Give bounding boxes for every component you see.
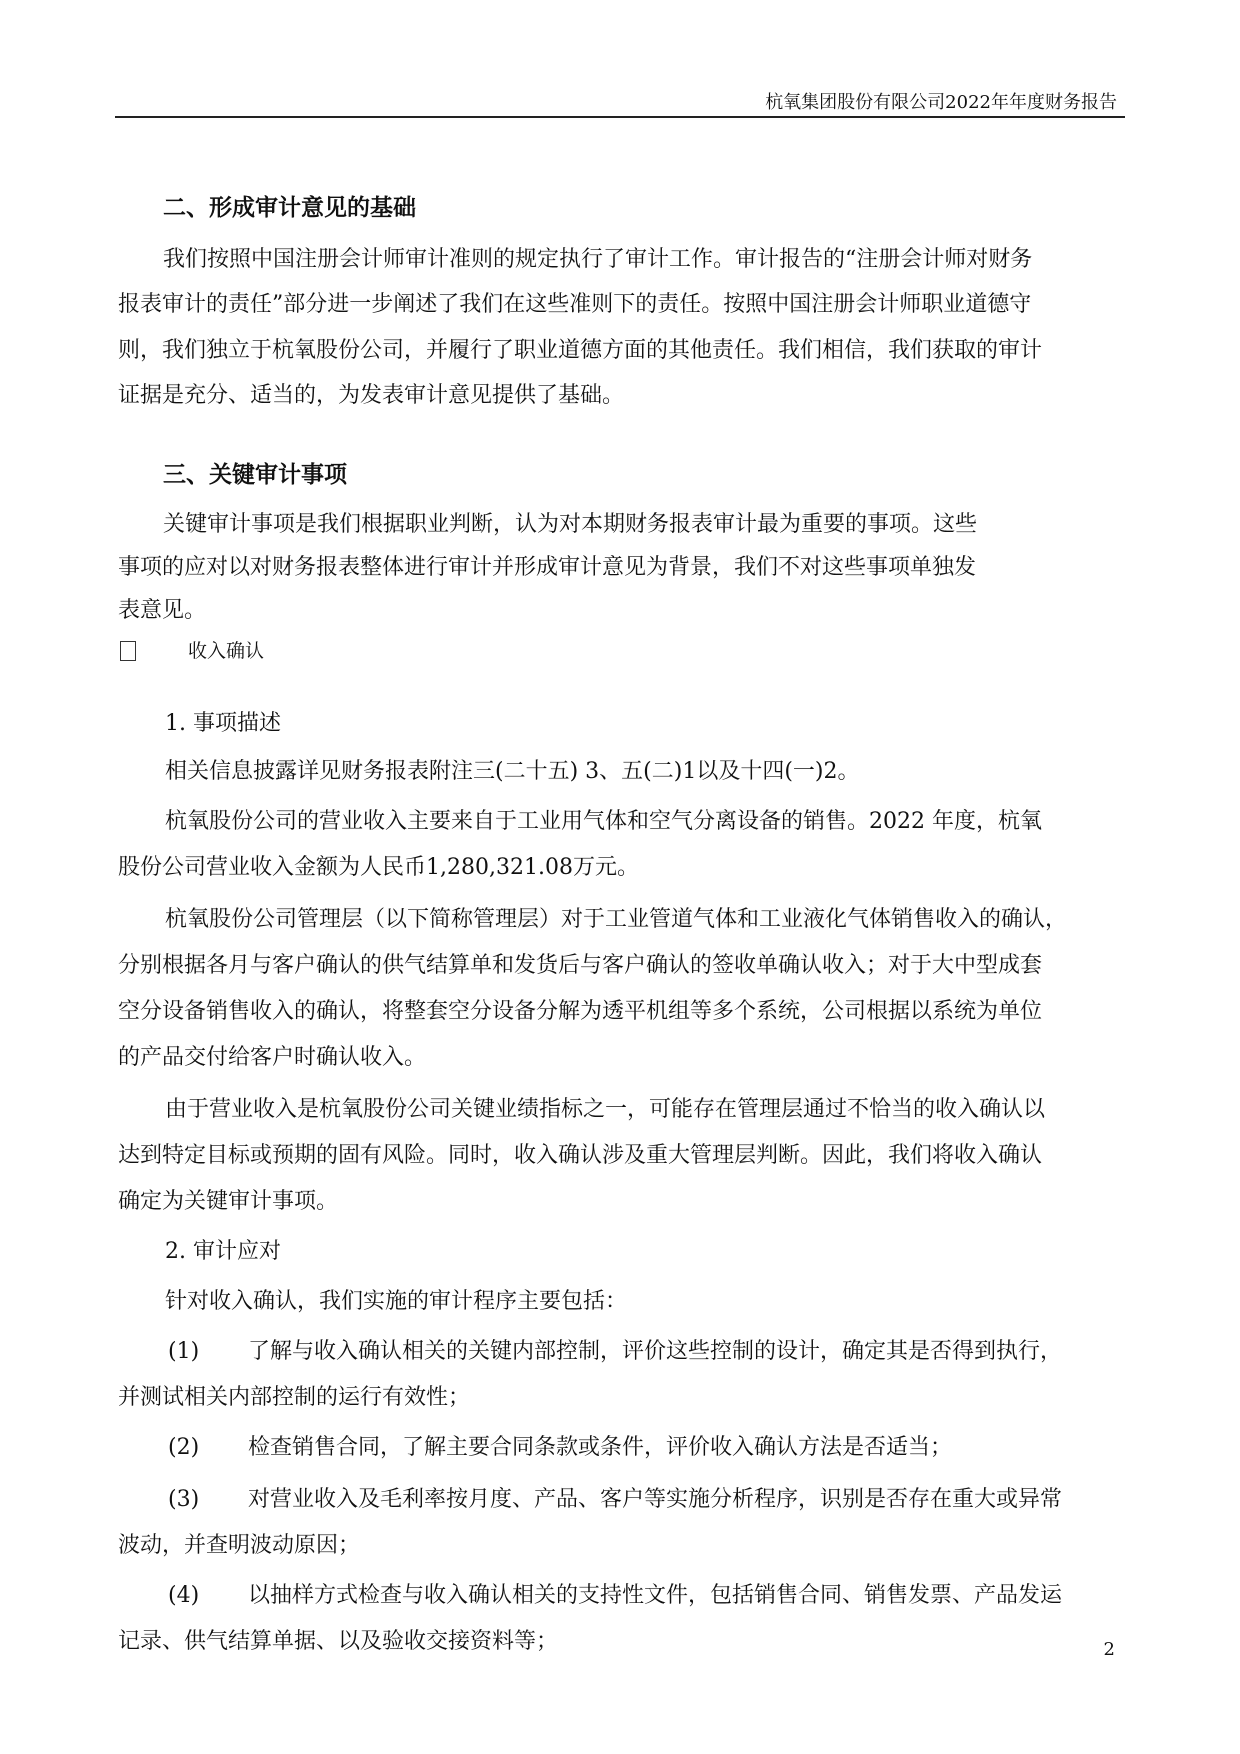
report-title: 杭氧集团股份有限公司2022年年度财务报告 xyxy=(765,92,1117,113)
paragraph-line: 我们按照中国注册会计师审计准则的规定执行了审计工作。审计报告的“注册会计师对财务 xyxy=(163,247,1033,272)
procedure-text: 以抽样方式检查与收入确认相关的支持性文件，包括销售合同、销售发票、产品发运 xyxy=(248,1583,1063,1608)
paragraph-line: 股份公司营业收入金额为人民币1,280,321.08万元。 xyxy=(118,855,639,880)
bullet-box-icon xyxy=(120,641,136,661)
procedure-number: (2) xyxy=(168,1435,200,1460)
paragraph-line: 杭氧股份公司管理层（以下简称管理层）对于工业管道气体和工业液化气体销售收入的确认， xyxy=(165,907,1068,932)
procedure-item xyxy=(168,1485,1062,1515)
paragraph-line: 证据是充分、适当的，为发表审计意见提供了基础。 xyxy=(118,383,625,408)
paragraph-line: 关键审计事项是我们根据职业判断，认为对本期财务报表审计最为重要的事项。这些 xyxy=(163,512,978,537)
page-number: 2 xyxy=(1103,1639,1115,1660)
paragraph-line: 的产品交付给客户时确认收入。 xyxy=(118,1045,427,1070)
procedure-number: (4) xyxy=(168,1583,200,1608)
section-heading-basis: 二、形成审计意见的基础 xyxy=(163,195,416,221)
paragraph-line: 达到特定目标或预期的固有风险。同时，收入确认涉及重大管理层判断。因此，我们将收入确认 xyxy=(118,1143,1043,1168)
response-intro: 针对收入确认，我们实施的审计程序主要包括： xyxy=(165,1289,628,1314)
paragraph-line: 表意见。 xyxy=(118,598,207,623)
procedure-item xyxy=(168,1433,952,1463)
page-header xyxy=(115,88,1125,118)
paragraph-line: 杭氧股份公司的营业收入主要来自于工业用气体和空气分离设备的销售。2022 年度，杭氧 xyxy=(165,809,1042,834)
paragraph-line: 分别根据各月与客户确认的供气结算单和发货后与客户确认的签收单确认收入；对于大中型成套 xyxy=(118,953,1043,978)
paragraph-line: 则，我们独立于杭氧股份公司，并履行了职业道德方面的其他责任。我们相信，我们获取的审计 xyxy=(118,338,1043,363)
procedure-number: (3) xyxy=(168,1487,200,1512)
procedure-text: 检查销售合同，了解主要合同条款或条件，评价收入确认方法是否适当； xyxy=(248,1435,953,1460)
section-heading-key-matters: 三、关键审计事项 xyxy=(163,462,347,488)
subheading-description: 1. 事项描述 xyxy=(165,711,281,736)
procedure-continuation: 并测试相关内部控制的运行有效性； xyxy=(118,1385,471,1410)
procedure-continuation: 波动，并查明波动原因； xyxy=(118,1533,361,1558)
procedure-item xyxy=(168,1337,1062,1367)
procedure-item xyxy=(168,1581,1062,1611)
procedure-text: 对营业收入及毛利率按月度、产品、客户等实施分析程序，识别是否存在重大或异常 xyxy=(248,1487,1063,1512)
paragraph-line: 报表审计的责任”部分进一步阐述了我们在这些准则下的责任。按照中国注册会计师职业道德守 xyxy=(118,292,1032,317)
procedure-continuation: 记录、供气结算单据、以及验收交接资料等； xyxy=(118,1629,559,1654)
paragraph-line: 由于营业收入是杭氧股份公司关键业绩指标之一，可能存在管理层通过不恰当的收入确认以 xyxy=(165,1097,1046,1122)
procedure-number: (1) xyxy=(168,1339,200,1364)
disclosure-reference: 相关信息披露详见财务报表附注三(二十五) 3、五(二)1以及十四(一)2。 xyxy=(165,759,860,784)
procedure-text: 了解与收入确认相关的关键内部控制，评价这些控制的设计，确定其是否得到执行， xyxy=(248,1339,1063,1364)
subheading-response: 2. 审计应对 xyxy=(165,1239,281,1264)
paragraph-line: 确定为关键审计事项。 xyxy=(118,1189,339,1214)
item-title: 收入确认 xyxy=(188,640,265,662)
paragraph-line: 空分设备销售收入的确认，将整套空分设备分解为透平机组等多个系统，公司根据以系统为单位 xyxy=(118,999,1043,1024)
paragraph-line: 事项的应对以对财务报表整体进行审计并形成审计意见为背景，我们不对这些事项单独发 xyxy=(118,555,977,580)
